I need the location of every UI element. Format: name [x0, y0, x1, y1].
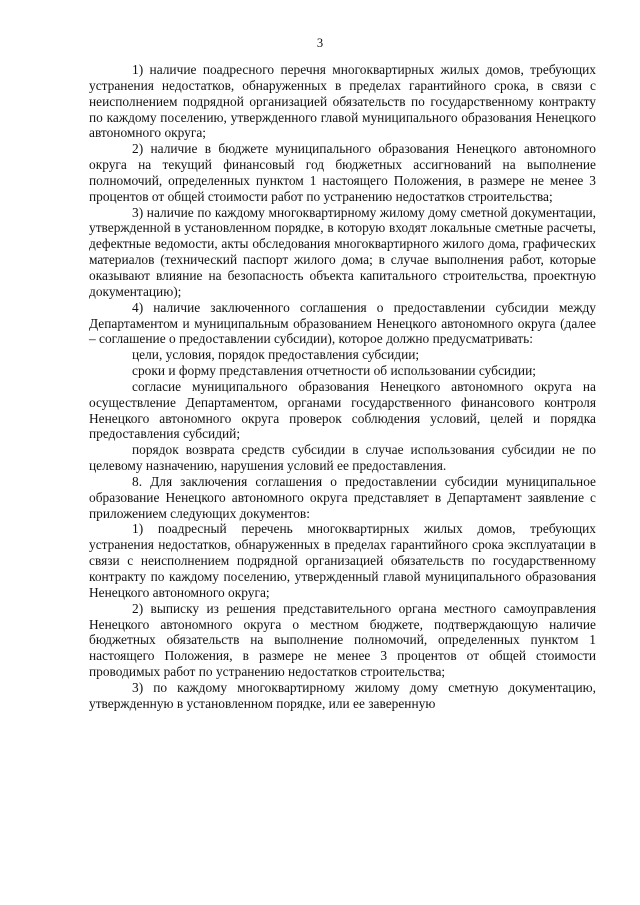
paragraph-agreement-reporting: сроки и форму представления отчетности об использовании субсидии;: [132, 363, 536, 379]
page-number: 3: [316, 36, 324, 50]
paragraph-condition-3: 3) наличие по каждому многоквартирному жилому дому сметной документации, утвержденной в установленном порядке, в которую входят локальные сметные расчеты, дефектные ведомости, акты обследования многоквартирного жилого дома, графических материалов (технический паспорт жилого дома; в случае выполнения работ, которые оказывают влияние на безопасность объекта капитального строительства, проектную документацию);: [89, 204, 596, 299]
document-body: [89, 62, 596, 712]
paragraph-condition-2: 2) наличие в бюджете муниципального образования Ненецкого автономного округа на текущий финансовый год бюджетных ассигнований на выполнение полномочий, определенных пунктом 1 настоящего Положения, в размере не менее 3 процентов от общей стоимости работ по устранению недостатков строительства;: [89, 141, 596, 204]
paragraph-agreement-goals: цели, условия, порядок предоставления субсидии;: [132, 347, 420, 363]
paragraph-agreement-consent: согласие муниципального образования Ненецкого автономного округа на осуществление Департаментом, органами государственного финансового контроля Ненецкого автономного округа проверок соблюдения условий, целей и порядка предоставления субсидий;: [89, 378, 596, 442]
paragraph-document-2: 2) выписку из решения представительного органа местного самоуправления Ненецкого автономного округа о местном бюджете, подтверждающую наличие бюджетных обязательств на выполнение полномочий, определенных пунктом 1 настоящего Положения, в размере не менее 3 процентов от общей стоимости проводимых работ по устранению недостатков строительства;: [89, 600, 596, 680]
paragraph-condition-1: 1) наличие поадресного перечня многоквартирных жилых домов, требующих устранения недостатков, обнаруженных в пределах гарантийного срока, в связи с неисполнением подрядной организацией обязательств по государственному контракту по каждому поселению, утвержденного главой муниципального образования Ненецкого автономного округа;: [89, 62, 596, 141]
paragraph-condition-4: 4) наличие заключенного соглашения о предоставлении субсидии между Департаментом и муниципальным образованием Ненецкого автономного округа (далее – соглашение о предоставлении субсидии), которое должно предусматривать:: [89, 299, 596, 347]
paragraph-document-3: 3) по каждому многоквартирному жилому дому сметную документацию, утвержденную в установленном порядке, или ее заверенную: [89, 679, 596, 711]
paragraph-section-8: 8. Для заключения соглашения о предоставлении субсидии муниципальное образование Ненецкого автономного округа представляет в Департамент заявление с приложением следующих документов:: [89, 473, 596, 521]
paragraph-document-1: 1) поадресный перечень многоквартирных жилых домов, требующих устранения недостатков, обнаруженных в пределах гарантийного срока эксплуатации в связи с неисполнением подрядной организацией обязательств по государственному контракту по каждому поселению, утвержденный главой муниципального образования Ненецкого автономного округа;: [89, 521, 596, 600]
paragraph-agreement-refund: порядок возврата средств субсидии в случае использования субсидии не по целевому назначению, нарушения условий ее предоставления.: [89, 442, 596, 474]
